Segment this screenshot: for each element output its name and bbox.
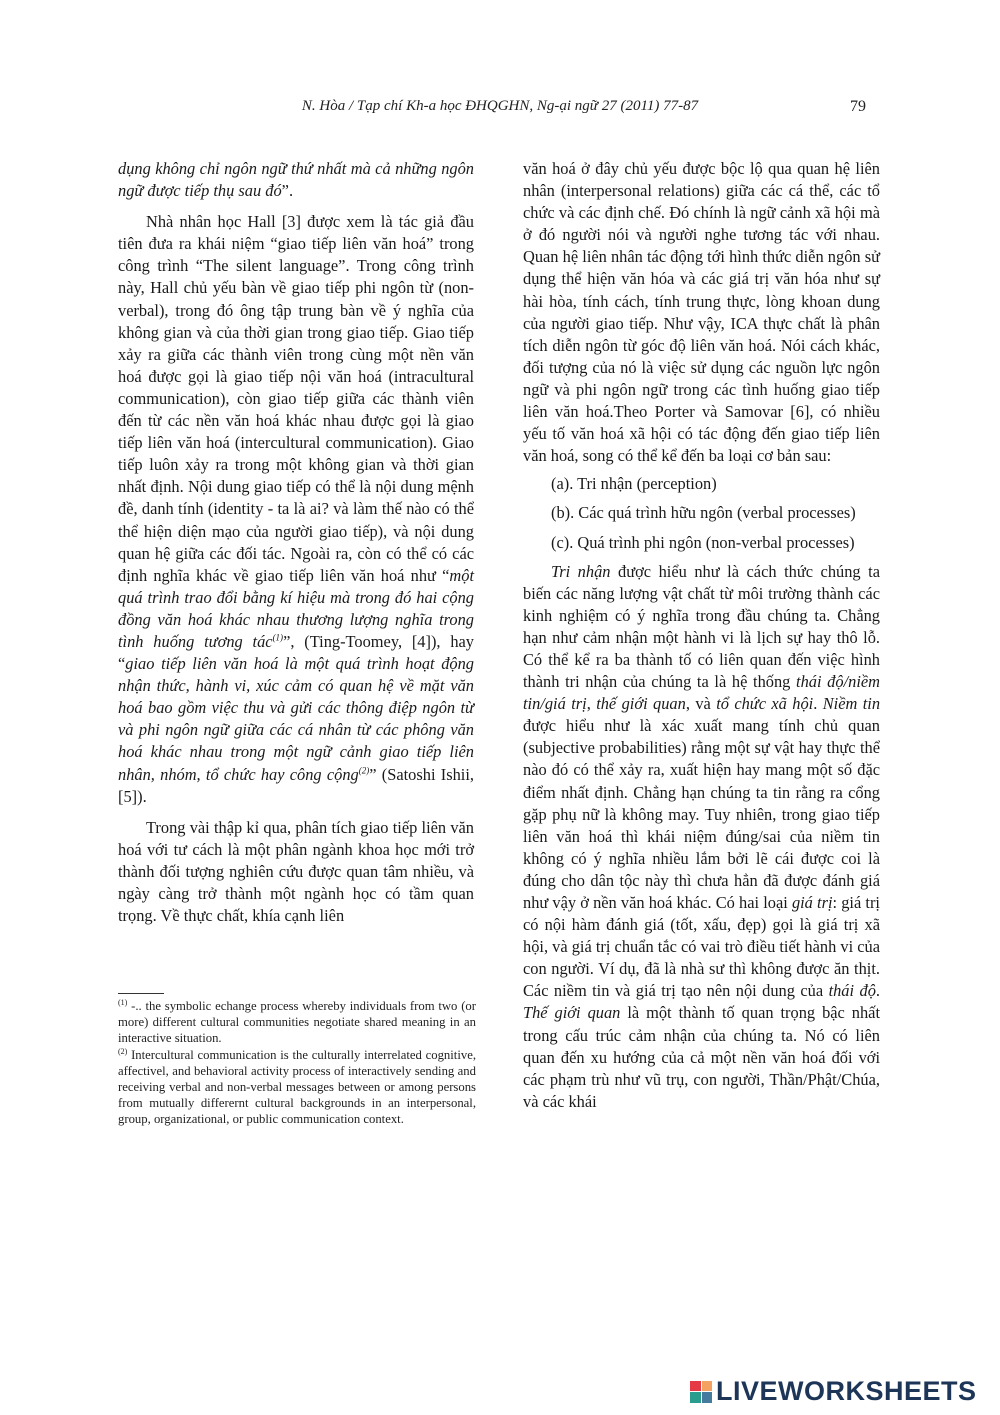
footnote (118, 1047, 476, 1128)
text-run: : giá trị có nội hàm đánh giá (tốt, xấu, đẹp) gọi là giá trị xã hội, và giá trị chuẩn tắc có vai trò điều tiết hành vi của con người. Ví dụ, đã là nhà sư thì không được ăn thịt. Các niềm tin và giá trị tạo nên nội dung của (523, 893, 880, 1001)
text-run: . (813, 694, 823, 714)
footnote-ref: (2) (358, 765, 370, 776)
text-run: ”, (Ting-Toomey, [4]), hay “ (118, 631, 474, 674)
footnote-text: -.. the symbolic echange process whereby individuals from two (or more) different cultural communities negotiate shared meaning in an interactive situation. (118, 999, 476, 1046)
footnote-text: Intercultural communication is the culturally interrelated cognitive, affectivel, and behavioral activity process of interactively sending and receiving verbal and non-verbal messages between or among persons from mutually differernt cultural backgrounds in an interpersonal, group, organizational, or public communication context. (118, 1047, 476, 1127)
list-item: (b). Các quá trình hữu ngôn (verbal processes) (551, 503, 856, 523)
footnotes (118, 998, 476, 1128)
list-item: (c). Quá trình phi ngôn (non-verbal processes) (551, 532, 855, 552)
logo-square (690, 1392, 701, 1403)
right-column (523, 158, 880, 1113)
list-item: (a). Tri nhận (perception) (551, 474, 717, 494)
text-run: ” (Satoshi Ishii, [5]). (118, 764, 474, 806)
italic-term: tổ chức xã hội (716, 694, 814, 714)
paragraph-continued: văn hoá ở đây chủ yếu được bộc lộ qua quan hệ liên nhân (interpersonal relations) giữa các cá thể, các tổ chức và các định chế. Đó chính là ngữ cảnh xã hội mà ở đó người nói và người nghe tương tác với nhau. Quan hệ liên nhân tác động tới hình thức diễn ngôn sử dụng thể hiện văn hóa và các giá trị văn hóa như sự hài hòa, tính cách, tính trung thực, lòng khoan dung của người giao tiếp. Như vậy, ICA thực chất là phân tích diễn ngôn từ góc độ liên văn hoá. Nói cách khác, đối tượng của nó là việc sử dụng các nguồn lực ngôn ngữ và phi ngôn ngữ trong các tình huống giao tiếp liên văn hoá.Theo Porter và Samovar [6], có nhiều yếu tố văn hoá xã hội có tác động đến giao tiếp liên văn hoá, song có thể kể đến ba loại cơ bản sau: (523, 159, 880, 466)
italic-term: thái độ/niềm tin/giá trị (523, 672, 880, 714)
logo-square (690, 1381, 701, 1392)
running-head: N. Hòa / Tạp chí Kh-a học ĐHQGHN, Ng-ại ngữ 27 (2011) 77-87 (301, 98, 699, 114)
paragraph-tri-nhan (523, 561, 880, 1113)
footnote (118, 998, 476, 1047)
italic-term: Thế giới quan (523, 1003, 621, 1023)
text-run: Nhà nhân học Hall [3] được xem là tác giả đầu tiên đưa ra khái niệm “giao tiếp liên văn hoá” trong công trình “The silent language”. Trong công trình này, Hall chủ yếu bàn về giao tiếp phi ngôn từ (non-verbal), trong đó ông tập trung bàn về ý nghĩa của không gian và của thời gian trong giao tiếp. Giao tiếp xảy ra giữa các thành viên trong cùng một nền văn hoá được gọi là giao tiếp nội văn hoá (intracultural communication), còn giao tiếp giữa các thành viên đến từ các nền văn hoá khác nhau được gọi là giao tiếp liên văn hoá (intercultural communication). Giao tiếp luôn xảy ra trong một không gian và thời gian nhất định. Nội dung giao tiếp có thể là nội dung mệnh đề, danh tính (identity - ta là ai? và làm thế nào có thể thể hiện diện mạo của người giao tiếp), và nội dung quan hệ giữa các đối tác. Ngoài ra, còn có thể có các định nghĩa khác về giao tiếp liên văn hoá như “ (118, 212, 474, 585)
italic-term: thế giới quan (596, 694, 686, 714)
italic-term: Tri nhận (551, 561, 611, 581)
italic-quote: một quá trình trao đổi bằng kí hiệu mà trong đó hai cộng đồng văn hoá khác nhau thương lượng nghĩa trong tình huống tương tác (118, 565, 474, 651)
italic-quote: giao tiếp liên văn hoá là một quá trình hoạt động nhận thức, hành vi, xúc cảm có quan hệ về mặt văn hoá bao gồm việc thu và gửi các thông điệp ngôn từ và phi ngôn ngữ giữa các cá nhân từ các phông văn hoá khác nhau trong một ngữ cảnh giao tiếp liên nhân, nhóm, tổ chức hay công cộng (118, 654, 474, 784)
footnote-mark: (1) (118, 997, 128, 1007)
text-run: . (875, 981, 880, 1001)
paragraph-hall (118, 211, 474, 808)
text-run: được hiểu như là cách thức chúng ta biến các năng lượng vật chất từ môi trường thành các kinh nghiệm có ý nghĩa trong đầu chúng ta. Chẳng hạn như cảm nhận một hành vi là lịch sự hay thô lỗ. Có thể kể ra ba thành tố có liên quan đến việc hình thành tri nhận của chúng ta là hệ thống (523, 561, 880, 692)
watermark-text: LIVEWORKSHEETS (716, 1376, 977, 1406)
left-column (118, 158, 474, 927)
italic-term: Niềm tin (822, 694, 881, 714)
text-run: , (586, 694, 597, 714)
footnote-mark: (2) (118, 1046, 128, 1056)
paragraph-decades: Trong vài thập kỉ qua, phân tích giao tiếp liên văn hoá với tư cách là một phân ngành khoa học mới trở thành đối tượng nghiên cứu được quan tâm nhiều, và ngày càng trở thành một ngành học có tầm quan trọng. Về thực chất, khía cạnh liên (118, 817, 474, 926)
paragraph-continued-quote (118, 158, 474, 202)
liveworksheets-watermark (690, 1376, 977, 1407)
liveworksheets-logo-icon (690, 1381, 712, 1403)
logo-square (702, 1381, 713, 1392)
footnote-divider (118, 993, 164, 994)
italic-term: giá trị (791, 893, 833, 912)
text-run: , và (685, 694, 717, 714)
page-number: 79 (850, 98, 866, 115)
text-run: là một thành tố quan trọng bậc nhất trong cấu trúc cảm nhận của chúng ta. Nó có liên quan đến xu hướng của cả một nền văn hoá đối với các phạm trù như vũ trụ, con người, Thần/Phật/Chúa, và các khái (523, 1003, 880, 1111)
text-run: được hiểu như là xác xuất mang tính chủ quan (subjective probabilities) rằng một sự vật hay thực thể nào đó có thể xảy ra, xuất hiện hay mang một số đặc điểm nhất định. Chẳng hạn chúng ta tin rằng ra cổng gặp phụ nữ là không may. Tuy nhiên, trong giao tiếp liên văn hoá thì khái niệm đúng/sai của niềm tin không có ý nghĩa nhiều lắm bởi lẽ cái được coi là đúng cho dân tộc này thì chưa hẳn đã được đánh giá như vậy ở nền văn hoá khác. Có hai loại (523, 716, 880, 912)
footnote-ref: (1) (272, 632, 284, 643)
italic-text: dụng không chỉ ngôn ngữ thứ nhất mà cả những ngôn ngữ được tiếp thụ sau đó (118, 159, 474, 201)
text-run: ”. (281, 181, 294, 201)
italic-term: thái độ (828, 981, 876, 1001)
logo-square (702, 1392, 713, 1403)
